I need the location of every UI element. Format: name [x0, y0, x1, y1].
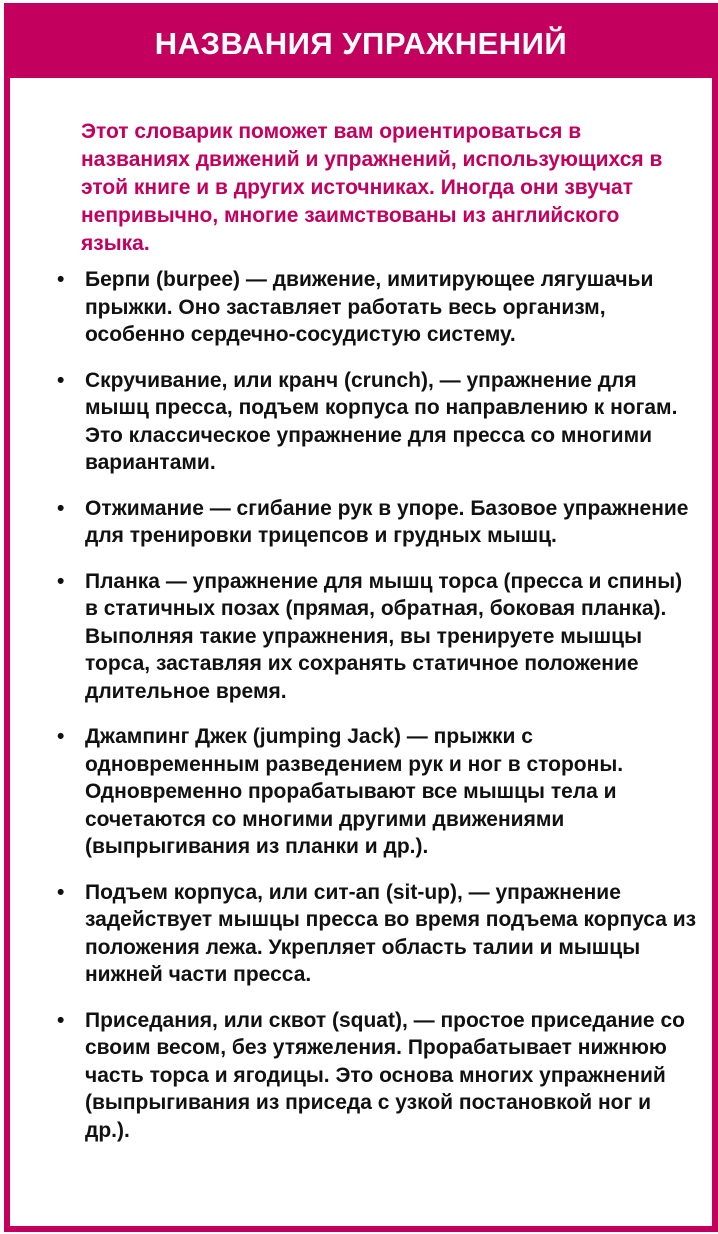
- bullet-icon: •: [57, 569, 65, 593]
- glossary-item-squat: [10, 1007, 712, 1145]
- intro-paragraph: Этот словарик поможет вам ориентироваться в названиях движений и упражнений, использующихся в этой книге и в других источниках. Иногда они звучат непривычно, многие заимствованы из английского языка.: [81, 120, 663, 255]
- glossary-item-text: Джампинг Джек (jumping Jack) — прыжки с одновременным разведением рук и ног в стороны. Одновременно прорабатывают все мышцы тела и сочетаются со многими другими движениями (выпрыгивания из планки и др.).: [85, 725, 624, 858]
- bullet-icon: •: [57, 496, 65, 520]
- header-banner: [10, 9, 712, 78]
- bullet-icon: •: [57, 725, 65, 748]
- glossary-frame: [4, 3, 718, 1232]
- glossary-item-text: Скручивание, или кранч (crunch), — упражнение для мышц пресса, подъем корпуса по направлению к ногам. Это классическое упражнение для пресса со многими вариантами.: [85, 368, 678, 474]
- glossary-item-text: Приседания, или сквот (squat), — простое приседание со своим весом, без утяжеления. Прорабатывает нижнюю часть торса и ягодицы. Это основа многих упражнений (выпрыгивания из приседа с узкой постановкой ног и др.).: [85, 1008, 685, 1142]
- glossary-item-push-up: [10, 495, 712, 550]
- glossary-item-text: Отжимание — сгибание рук в упоре. Базовое упражнение для тренировки трицепсов и грудных мышц.: [85, 496, 689, 547]
- bullet-icon: •: [57, 368, 65, 392]
- glossary-item-sit-up: [10, 879, 712, 989]
- glossary-item-crunch: [10, 367, 712, 477]
- bullet-icon: •: [57, 268, 65, 291]
- glossary-list: [10, 266, 712, 1144]
- glossary-item-jumping-jack: [10, 723, 712, 861]
- glossary-item-text: Подъем корпуса, или сит-ап (sit-up), — упражнение задействует мышцы пресса во время подъема корпуса из положения лежа. Укрепляет область талии и мышцы нижней части пресса.: [85, 880, 697, 986]
- bullet-icon: •: [57, 1008, 65, 1032]
- glossary-item-plank: [10, 568, 712, 706]
- glossary-item-burpee: [10, 266, 712, 349]
- glossary-item-text: Берпи (burpee) — движение, имитирующее лягушачьи прыжки. Оно заставляет работать весь организм, особенно сердечно-сосудистую систему.: [85, 268, 654, 346]
- page-title: НАЗВАНИЯ УПРАЖНЕНИЙ: [154, 25, 568, 61]
- bullet-icon: •: [57, 880, 65, 904]
- glossary-item-text: Планка — упражнение для мышц торса (пресса и спины) в статичных позах (прямая, обратная, боковая планка). Выполняя такие упражнения, вы тренируете мышцы торса, заставляя их сохранять статичное положение длительное время.: [85, 569, 683, 703]
